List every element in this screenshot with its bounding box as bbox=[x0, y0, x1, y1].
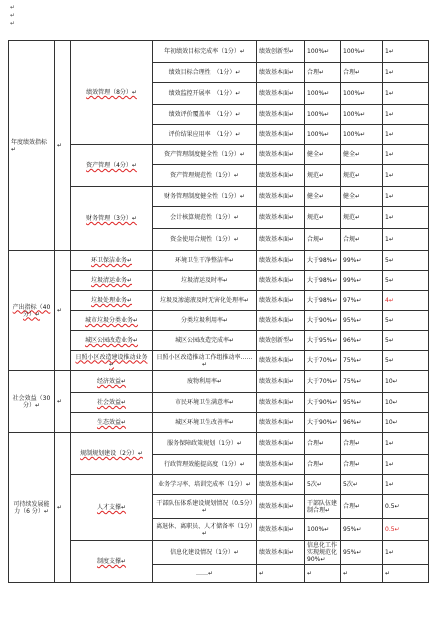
actual-value-cell: 健全↵ bbox=[341, 145, 383, 165]
score-cell: 5↵ bbox=[383, 251, 429, 271]
indicator-type-cell: 绩效基本面↵ bbox=[257, 371, 305, 393]
tertiary-indicator-cell: ……↵ bbox=[153, 565, 257, 583]
group-cell: 可持续发展能力（6 分）↵ bbox=[9, 433, 55, 583]
actual-value-cell: 规范↵ bbox=[341, 207, 383, 229]
actual-value-cell: 95%↵ bbox=[341, 393, 383, 413]
table-row bbox=[9, 433, 429, 455]
actual-value-cell: 100%↵ bbox=[341, 105, 383, 125]
table-row bbox=[9, 371, 429, 393]
score-cell: 1↵ bbox=[383, 455, 429, 475]
target-value-cell: 100%↵ bbox=[305, 41, 341, 63]
tertiary-indicator-cell: 资金使用合规性（1分）↵ bbox=[153, 229, 257, 251]
target-value-cell: 大于70%↵ bbox=[305, 371, 341, 393]
table-row bbox=[9, 331, 429, 351]
target-value-cell: 5次↵ bbox=[305, 475, 341, 495]
target-value-cell: 规范↵ bbox=[305, 207, 341, 229]
target-value-cell: 大于98%↵ bbox=[305, 271, 341, 291]
table-row bbox=[9, 291, 429, 311]
group-cell: 产出指标（40 分）↵ bbox=[9, 251, 55, 371]
tertiary-indicator-cell: 垃圾及渗滤液及时无害化处理率↵ bbox=[153, 291, 257, 311]
secondary-indicator-cell: 城市垃圾分类业务↵ bbox=[71, 311, 153, 331]
paragraph-marks bbox=[10, 4, 15, 28]
group-sub-cell: ↵ bbox=[55, 433, 71, 583]
actual-value-cell: 100%↵ bbox=[341, 83, 383, 105]
score-cell: 1↵ bbox=[383, 165, 429, 187]
indicator-type-cell: 绩效基本面↵ bbox=[257, 207, 305, 229]
actual-value-cell: 75%↵ bbox=[341, 371, 383, 393]
table-row bbox=[9, 145, 429, 165]
indicator-type-cell: 绩效基本面↵ bbox=[257, 519, 305, 541]
actual-value-cell: 95%↵ bbox=[341, 311, 383, 331]
table-row bbox=[9, 311, 429, 331]
mark: ↵ bbox=[10, 20, 16, 27]
level1-sub-cell: ↵ bbox=[55, 41, 71, 251]
target-value-cell: 信息化工作实现规范化90%↵ bbox=[305, 541, 341, 565]
target-value-cell: 干部队伍建制合理↵ bbox=[305, 495, 341, 519]
indicator-type-cell: 绩效基本面↵ bbox=[257, 351, 305, 371]
score-cell: 1↵ bbox=[383, 187, 429, 207]
indicator-type-cell: 绩效基本面↵ bbox=[257, 145, 305, 165]
table-row bbox=[9, 251, 429, 271]
mark: ↵ bbox=[10, 12, 16, 19]
indicator-type-cell: 绩效基本面↵ bbox=[257, 251, 305, 271]
actual-value-cell: 合规↵ bbox=[341, 229, 383, 251]
target-value-cell: 健全↵ bbox=[305, 187, 341, 207]
tertiary-indicator-cell: 业务学习率、培训完成率（1分）↵ bbox=[153, 475, 257, 495]
actual-value-cell: 5次↵ bbox=[341, 475, 383, 495]
indicator-type-cell: 绩效基本面↵ bbox=[257, 63, 305, 83]
score-cell: 1↵ bbox=[383, 433, 429, 455]
indicator-type-cell: 绩效基本面↵ bbox=[257, 433, 305, 455]
table-row bbox=[9, 393, 429, 413]
indicator-type-cell: 绩效基本面↵ bbox=[257, 311, 305, 331]
tertiary-indicator-cell: 环境卫生干净整洁率↵ bbox=[153, 251, 257, 271]
table-row bbox=[9, 187, 429, 207]
target-value-cell: 合理↵ bbox=[305, 455, 341, 475]
target-value-cell: 大于90%↵ bbox=[305, 413, 341, 433]
secondary-indicator-cell: 日照小区改造建设推动业务↵ bbox=[71, 351, 153, 371]
tertiary-indicator-cell: 绩效目标合理性 （1分）↵ bbox=[153, 63, 257, 83]
tertiary-indicator-cell: 评价结果应用率 （1分）↵ bbox=[153, 125, 257, 145]
target-value-cell: 合理↵ bbox=[305, 433, 341, 455]
actual-value-cell: 合理↵ bbox=[341, 433, 383, 455]
secondary-indicator-cell: 经济效益↵ bbox=[71, 371, 153, 393]
tertiary-indicator-cell: 分类垃圾利用率↵ bbox=[153, 311, 257, 331]
tertiary-indicator-cell: 资产管理规范性（1分）↵ bbox=[153, 165, 257, 187]
secondary-indicator-cell: 财务管理（3分）↵ bbox=[71, 187, 153, 251]
actual-value-cell: 100%↵ bbox=[341, 41, 383, 63]
score-cell: 1↵ bbox=[383, 83, 429, 105]
actual-value-cell: 95%↵ bbox=[341, 541, 383, 565]
performance-indicator-table bbox=[8, 40, 429, 583]
indicator-type-cell: 绩效基本面↵ bbox=[257, 105, 305, 125]
score-cell: 1↵ bbox=[383, 207, 429, 229]
score-cell: 1↵ bbox=[383, 145, 429, 165]
actual-value-cell: 合理↵ bbox=[341, 63, 383, 83]
group-cell: 社会效益（30 分）↵ bbox=[9, 371, 55, 433]
target-value-cell: 规范↵ bbox=[305, 165, 341, 187]
table-row bbox=[9, 271, 429, 291]
target-value-cell: 合理↵ bbox=[305, 63, 341, 83]
tertiary-indicator-cell: 离退休、离职员、人才储备率（1分）↵ bbox=[153, 519, 257, 541]
indicator-type-cell: 绩效基本面↵ bbox=[257, 187, 305, 207]
indicator-type-cell: 绩效基本面↵ bbox=[257, 413, 305, 433]
indicator-type-cell: 绩效基本面↵ bbox=[257, 271, 305, 291]
tertiary-indicator-cell: 干部队伍体系建设规划情况（0.5分）↵ bbox=[153, 495, 257, 519]
table-row bbox=[9, 475, 429, 495]
indicator-type-cell: 绩效基本面↵ bbox=[257, 495, 305, 519]
secondary-indicator-cell: 城区公园改造业务↵ bbox=[71, 331, 153, 351]
score-cell: ↵ bbox=[383, 565, 429, 583]
tertiary-indicator-cell: 城区环境卫生改善率↵ bbox=[153, 413, 257, 433]
indicator-type-cell: 绩效基本面↵ bbox=[257, 83, 305, 105]
tertiary-indicator-cell: 资产管理制度健全性（1分）↵ bbox=[153, 145, 257, 165]
tertiary-indicator-cell: 绩效评价覆盖率 （1分）↵ bbox=[153, 105, 257, 125]
target-value-cell: 合规↵ bbox=[305, 229, 341, 251]
secondary-indicator-cell: 人才支撑↵ bbox=[71, 475, 153, 541]
secondary-indicator-cell: 制度支撑↵ bbox=[71, 541, 153, 583]
score-cell: 10↵ bbox=[383, 371, 429, 393]
actual-value-cell: 规范↵ bbox=[341, 165, 383, 187]
actual-value-cell: 99%↵ bbox=[341, 251, 383, 271]
target-value-cell: 大于98%↵ bbox=[305, 291, 341, 311]
tertiary-indicator-cell: 绩效监控开展率 （1分）↵ bbox=[153, 83, 257, 105]
tertiary-indicator-cell: 财务管理制度健全性（1分）↵ bbox=[153, 187, 257, 207]
score-cell: 1↵ bbox=[383, 105, 429, 125]
score-cell: 5↵ bbox=[383, 331, 429, 351]
actual-value-cell: ↵ bbox=[341, 565, 383, 583]
tertiary-indicator-cell: 会计核算规范性（1分）↵ bbox=[153, 207, 257, 229]
indicator-type-cell: 绩效基本面↵ bbox=[257, 125, 305, 145]
indicator-type-cell: 绩效创新型↵ bbox=[257, 331, 305, 351]
table-row bbox=[9, 541, 429, 565]
tertiary-indicator-cell: 废物利用率↵ bbox=[153, 371, 257, 393]
score-cell: 10↵ bbox=[383, 413, 429, 433]
score-cell: 4↵ bbox=[383, 291, 429, 311]
secondary-indicator-cell: 绩效管理（8分）↵ bbox=[71, 41, 153, 145]
target-value-cell: 大于90%↵ bbox=[305, 393, 341, 413]
table-row bbox=[9, 41, 429, 63]
group-sub-cell: ↵ bbox=[55, 371, 71, 433]
indicator-type-cell: 绩效基本面↵ bbox=[257, 291, 305, 311]
score-cell: 1↵ bbox=[383, 229, 429, 251]
score-cell: 1↵ bbox=[383, 63, 429, 83]
secondary-indicator-cell: 垃圾清运业务↵ bbox=[71, 271, 153, 291]
tertiary-indicator-cell: 垃圾清运及时率↵ bbox=[153, 271, 257, 291]
actual-value-cell: 合理↵ bbox=[341, 495, 383, 519]
target-value-cell: 大于70%↵ bbox=[305, 351, 341, 371]
tertiary-indicator-cell: 城区公园改造完成率↵ bbox=[153, 331, 257, 351]
score-cell: 1↵ bbox=[383, 125, 429, 145]
actual-value-cell: 97%↵ bbox=[341, 291, 383, 311]
secondary-indicator-cell: 环卫保洁业务↵ bbox=[71, 251, 153, 271]
table-row bbox=[9, 413, 429, 433]
indicator-type-cell: ↵ bbox=[257, 565, 305, 583]
score-cell: 5↵ bbox=[383, 351, 429, 371]
target-value-cell: 大于90%↵ bbox=[305, 311, 341, 331]
indicator-type-cell: 绩效基本面↵ bbox=[257, 165, 305, 187]
target-value-cell: 100%↵ bbox=[305, 125, 341, 145]
indicator-type-cell: 绩效创新型↵ bbox=[257, 41, 305, 63]
actual-value-cell: 96%↵ bbox=[341, 413, 383, 433]
secondary-indicator-cell: 资产管理（4分）↵ bbox=[71, 145, 153, 187]
target-value-cell: 大于98%↵ bbox=[305, 251, 341, 271]
score-cell: 5↵ bbox=[383, 311, 429, 331]
tertiary-indicator-cell: 服务保障政策规划（1分）↵ bbox=[153, 433, 257, 455]
target-value-cell: 100%↵ bbox=[305, 519, 341, 541]
secondary-indicator-cell: 规制规划建设（2分）↵ bbox=[71, 433, 153, 475]
score-cell: 5↵ bbox=[383, 271, 429, 291]
mark: ↵ bbox=[10, 4, 16, 11]
tertiary-indicator-cell: 年初绩效目标完成率（1分）↵ bbox=[153, 41, 257, 63]
target-value-cell: 100%↵ bbox=[305, 83, 341, 105]
indicator-type-cell: 绩效基本面↵ bbox=[257, 475, 305, 495]
score-cell: 1↵ bbox=[383, 41, 429, 63]
actual-value-cell: 合理↵ bbox=[341, 455, 383, 475]
target-value-cell: 健全↵ bbox=[305, 145, 341, 165]
secondary-indicator-cell: 社会效益↵ bbox=[71, 393, 153, 413]
tertiary-indicator-cell: 日照小区改造推动工作组推动率……↵ bbox=[153, 351, 257, 371]
tertiary-indicator-cell: 行政管理效能提高度（1分）↵ bbox=[153, 455, 257, 475]
indicator-type-cell: 绩效基本面↵ bbox=[257, 393, 305, 413]
actual-value-cell: 健全↵ bbox=[341, 187, 383, 207]
secondary-indicator-cell: 生态效益↵ bbox=[71, 413, 153, 433]
indicator-type-cell: 绩效基本面↵ bbox=[257, 541, 305, 565]
score-cell: 0.5↵ bbox=[383, 519, 429, 541]
secondary-indicator-cell: 垃圾处理业务↵ bbox=[71, 291, 153, 311]
tertiary-indicator-cell: 市民环境卫生满意率↵ bbox=[153, 393, 257, 413]
indicator-type-cell: 绩效基本面↵ bbox=[257, 455, 305, 475]
actual-value-cell: 75%↵ bbox=[341, 351, 383, 371]
score-cell: 10↵ bbox=[383, 393, 429, 413]
indicator-type-cell: 绩效基本面↵ bbox=[257, 229, 305, 251]
target-value-cell: 大于95%↵ bbox=[305, 331, 341, 351]
score-cell: 1↵ bbox=[383, 475, 429, 495]
actual-value-cell: 99%↵ bbox=[341, 271, 383, 291]
target-value-cell: 100%↵ bbox=[305, 105, 341, 125]
score-cell: 0.5↵ bbox=[383, 495, 429, 519]
tertiary-indicator-cell: 信息化建设情况（1分）↵ bbox=[153, 541, 257, 565]
actual-value-cell: 100%↵ bbox=[341, 125, 383, 145]
actual-value-cell: 96%↵ bbox=[341, 331, 383, 351]
group-sub-cell: ↵ bbox=[55, 251, 71, 371]
target-value-cell: ↵ bbox=[305, 565, 341, 583]
level1-cell: 年度绩效指标↵ bbox=[9, 41, 55, 251]
table-row bbox=[9, 351, 429, 371]
actual-value-cell: 95%↵ bbox=[341, 519, 383, 541]
score-cell: 1↵ bbox=[383, 541, 429, 565]
